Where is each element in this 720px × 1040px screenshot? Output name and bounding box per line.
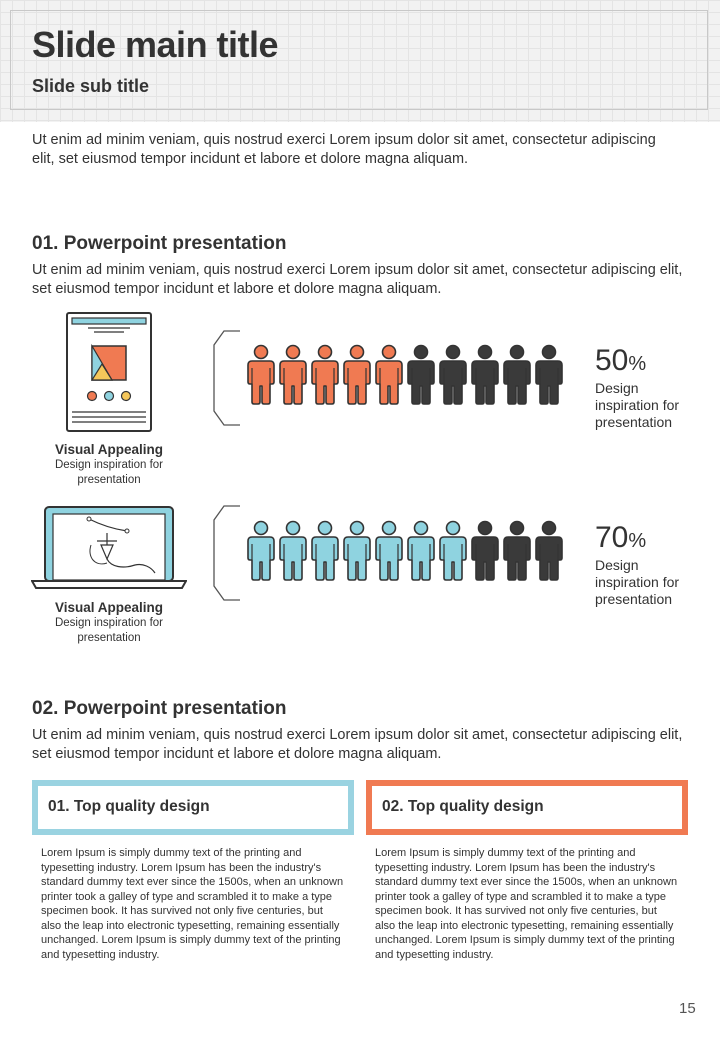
- person-icon: [406, 344, 436, 406]
- visual-label-desc: Design inspiration for presentation: [54, 617, 164, 644]
- tablet-design-icon: [66, 312, 152, 437]
- stat-percent-sign: %: [628, 353, 647, 375]
- person-icon-highlighted: [374, 520, 404, 582]
- quality-box-inner: [372, 786, 682, 829]
- stat-percent-sign: %: [628, 530, 647, 552]
- visual-label-title: Visual Appealing: [54, 600, 164, 615]
- person-icon: [470, 520, 500, 582]
- people-row-1: [246, 344, 566, 408]
- person-icon: [502, 520, 532, 582]
- section2-text: Ut enim ad minim veniam, quis nostrud exerci Lorem ipsum dolor sit amet, consectetur adipiscing elit, set eiusmod tempor incidunt et labore et dolore magna aliquam.: [32, 727, 683, 762]
- person-icon-highlighted: [438, 520, 468, 582]
- person-icon-highlighted: [246, 344, 276, 406]
- quality-box-text: Lorem Ipsum is simply dummy text of the printing and typesetting industry. Lorem Ipsum has been the industry's standard dummy text ever since the 1500s, when an unknown printer took a galley of type and scrambled it to make a type specimen book. It has survived not only five centuries, but also the leap into electronic typesetting, remaining essentially unchanged. Lorem Ipsum is simply dummy text of the printing and typesetting industry.: [375, 847, 678, 961]
- stat-1: [595, 345, 695, 431]
- person-icon-highlighted: [310, 344, 340, 406]
- person-icon-highlighted: [342, 520, 372, 582]
- people-row-2: [246, 520, 566, 584]
- visual-label-2: [29, 600, 189, 646]
- person-icon-highlighted: [374, 344, 404, 406]
- person-icon: [534, 520, 564, 582]
- section2-heading: 02. Powerpoint presentation: [32, 698, 287, 719]
- stat-percent-value: 70: [595, 521, 629, 554]
- bracket-icon: [212, 330, 242, 426]
- person-icon-highlighted: [246, 520, 276, 582]
- person-icon: [502, 344, 532, 406]
- quality-box-1: [32, 780, 354, 835]
- person-icon: [438, 344, 468, 406]
- stat-percent: [595, 345, 695, 380]
- page-title: Slide main title: [32, 24, 279, 65]
- stat-percent-value: 50: [595, 344, 629, 377]
- person-icon-highlighted: [310, 520, 340, 582]
- visual-label-1: [29, 442, 189, 488]
- quality-box-title: 02. Top quality design: [382, 798, 544, 815]
- person-icon-highlighted: [342, 344, 372, 406]
- stat-percent: [595, 522, 695, 557]
- stat-desc: Design inspiration for presentation: [595, 380, 680, 430]
- page-subtitle: Slide sub title: [32, 76, 150, 96]
- person-icon-highlighted: [406, 520, 436, 582]
- quality-box-2: [366, 780, 688, 835]
- quality-box-inner: [38, 786, 348, 829]
- person-icon-highlighted: [278, 344, 308, 406]
- section1-heading: 01. Powerpoint presentation: [32, 233, 287, 254]
- visual-label-title: Visual Appealing: [54, 442, 164, 457]
- quality-box-text: Lorem Ipsum is simply dummy text of the printing and typesetting industry. Lorem Ipsum has been the industry's standard dummy text ever since the 1500s, when an unknown printer took a galley of type and scrambled it to make a type specimen book. It has survived not only five centuries, but also the leap into electronic typesetting, remaining essentially unchanged. Lorem Ipsum is simply dummy text of the printing and typesetting industry.: [41, 847, 344, 961]
- person-icon: [470, 344, 500, 406]
- visual-label-desc: Design inspiration for presentation: [54, 459, 164, 486]
- stat-desc: Design inspiration for presentation: [595, 557, 680, 607]
- person-icon-highlighted: [278, 520, 308, 582]
- page-number: 15: [679, 1000, 696, 1017]
- person-icon: [534, 344, 564, 406]
- bracket-icon: [212, 505, 242, 601]
- quality-box-title: 01. Top quality design: [48, 798, 210, 815]
- intro-text: Ut enim ad minim veniam, quis nostrud exerci Lorem ipsum dolor sit amet, consectetur adipiscing elit, set eiusmod tempor incidunt et labore et dolore magna aliquam.: [32, 132, 656, 167]
- laptop-pen-tool-icon: [31, 505, 187, 596]
- stat-2: [595, 522, 695, 608]
- section1-text: Ut enim ad minim veniam, quis nostrud exerci Lorem ipsum dolor sit amet, consectetur adipiscing elit, set eiusmod tempor incidunt et labore et dolore magna aliquam.: [32, 262, 683, 297]
